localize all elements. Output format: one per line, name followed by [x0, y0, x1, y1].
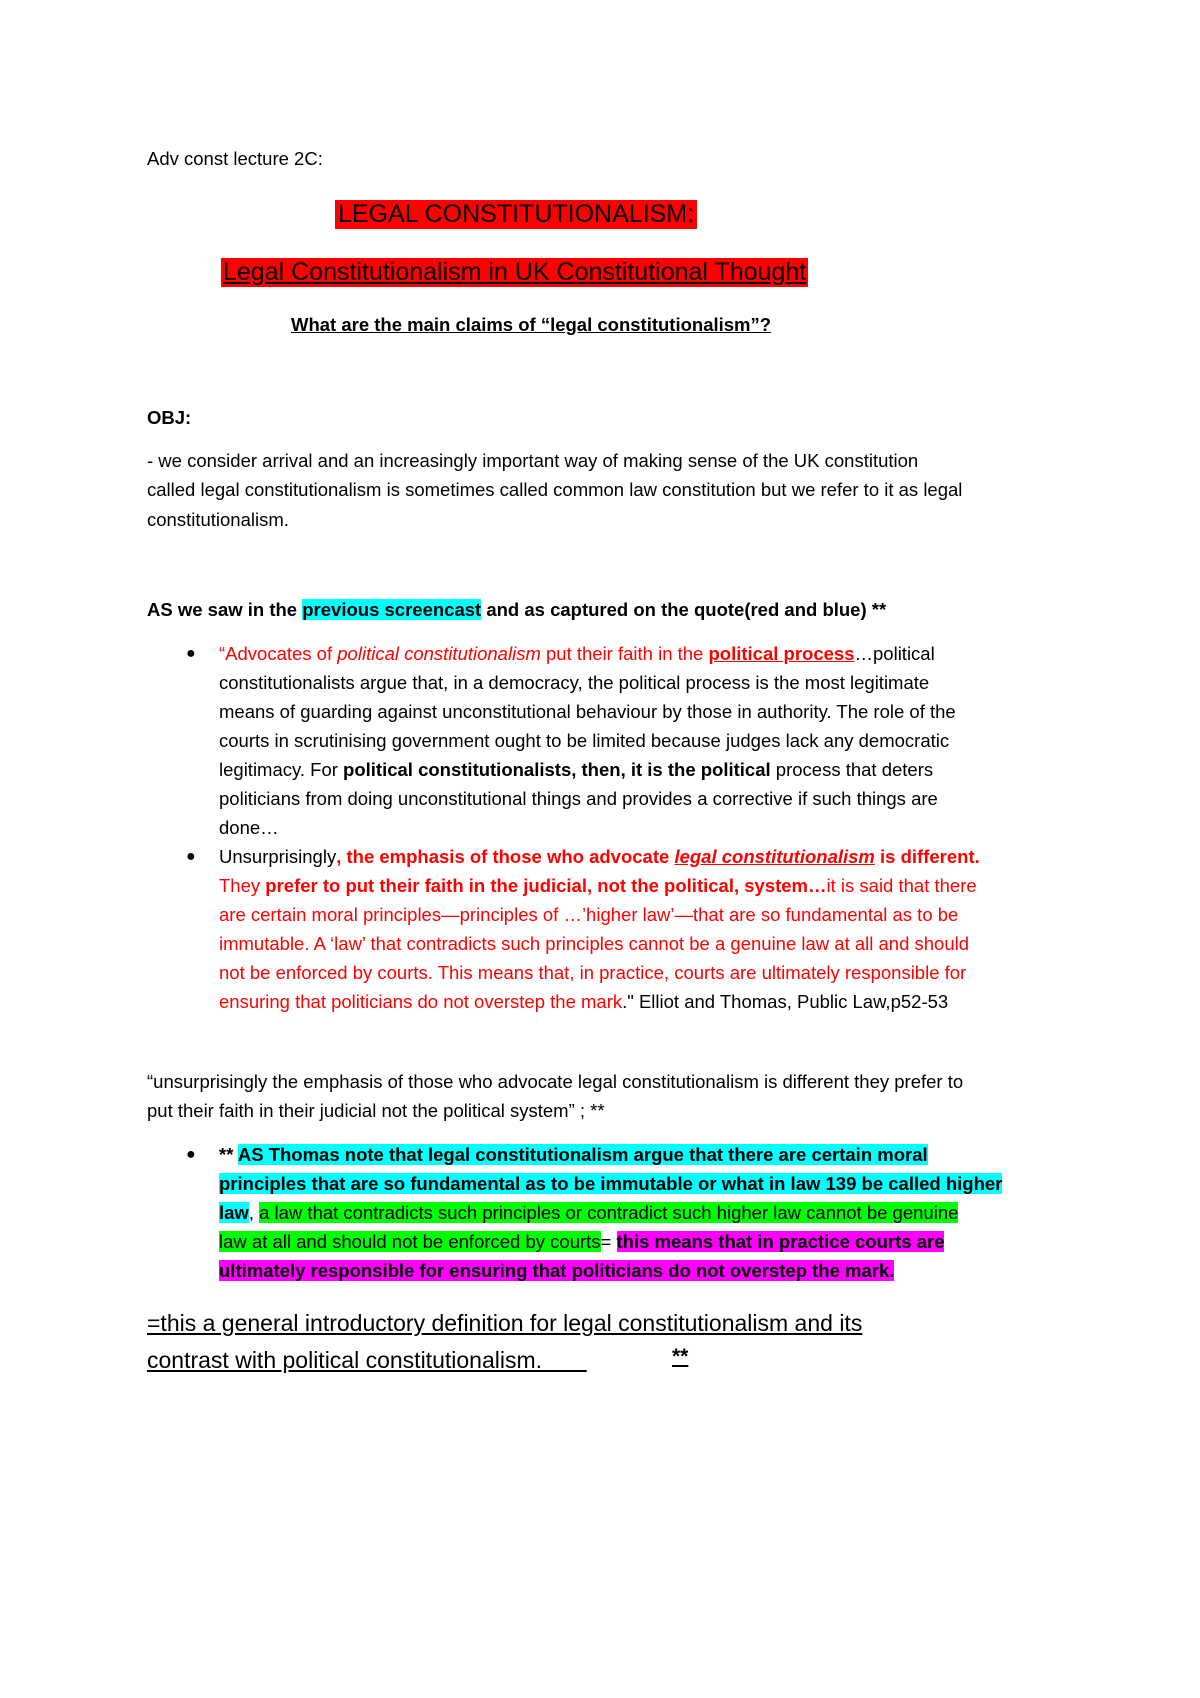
bullet-icon: ●: [186, 645, 196, 662]
quote1-text: put their faith in the: [540, 643, 709, 664]
obj-line-1: - we consider arrival and an increasingly important way of making sense of the UK constitution: [147, 450, 919, 471]
main-title: LEGAL CONSTITUTIONALISM:: [335, 200, 697, 229]
obj-line-2: called legal constitutionalism is sometimes called common law constitution but we refer to it as legal: [147, 479, 963, 500]
screencast-line: [147, 599, 886, 621]
quote2-text: it is said that there: [826, 875, 977, 896]
thomas-line-4: [219, 1231, 944, 1253]
citation: ." Elliot and Thomas, Public Law,p52-53: [622, 991, 949, 1012]
paraphrase-line-2: put their faith in their judicial not the political system” ; **: [147, 1100, 605, 1121]
quote1-text: …political: [854, 643, 935, 664]
bullet-icon: ●: [186, 848, 196, 865]
screencast-post: and as captured on the quote(red and blue) **: [481, 599, 887, 620]
thomas-highlight-cyan: principles that are so fundamental as to be immutable or what in law 139 be called higher: [219, 1173, 1003, 1194]
thomas-highlight-green: a law that contradicts such principles or contradict such higher law cannot be genuine: [259, 1202, 959, 1223]
thomas-line-5: [219, 1260, 894, 1282]
quote1-line-7: done…: [219, 817, 279, 838]
thomas-highlight-magenta: ultimately responsible for ensuring that politicians do not overstep the mark.: [219, 1260, 895, 1281]
quote2-term: legal constitutionalism: [674, 846, 875, 867]
quote2-text: ensuring that politicians do not overstep the mark: [219, 991, 623, 1012]
quote1-term: political constitutionalism: [337, 643, 541, 664]
quote2-line-5: not be enforced by courts. This means that, in practice, courts are ultimately responsible for: [219, 962, 967, 983]
thomas-line-2: [219, 1173, 1002, 1195]
screencast-highlight: previous screencast: [302, 599, 482, 620]
quote1-line-1: [219, 643, 935, 665]
thomas-text: ,: [248, 1202, 260, 1223]
thomas-stars: **: [219, 1144, 238, 1165]
quote2-text: Unsurprisingly: [219, 846, 337, 867]
quote1-text: legitimacy. For: [219, 759, 344, 780]
obj-line-3: constitutionalism.: [147, 509, 289, 530]
quote1-line-4: courts in scrutinising government ought to be limited because judges lack any democratic: [219, 730, 950, 751]
quote1-line-6: politicians from doing unconstitutional things and provides a corrective if such things are: [219, 788, 938, 809]
quote1-emphasis: political process: [708, 643, 855, 664]
conclusion-text: contrast with political constitutionalism.: [147, 1347, 587, 1373]
thomas-highlight-cyan: AS Thomas note that legal constitutionalism argue that there are certain moral: [237, 1144, 928, 1165]
conclusion-stars: **: [672, 1345, 689, 1368]
quote2-line-1: [219, 846, 980, 868]
quote1-text: “Advocates of: [219, 643, 338, 664]
quote2-line-4: immutable. A ‘law’ that contradicts such principles cannot be a genuine law at all and should: [219, 933, 970, 954]
thomas-line-3: [219, 1202, 958, 1224]
quote1-line-2: constitutionalists argue that, in a democracy, the political process is the most legitimate: [219, 672, 930, 693]
quote2-line-2: [219, 875, 977, 897]
conclusion-line-1: =this a general introductory definition for legal constitutionalism and its: [147, 1310, 863, 1336]
paraphrase-line-1: “unsurprisingly the emphasis of those who advocate legal constitutionalism is different they prefer to: [147, 1071, 964, 1092]
obj-label: OBJ:: [147, 407, 192, 428]
quote2-bold: prefer to put their faith in the judicial, not the political, system…: [265, 875, 827, 896]
quote1-line-3: means of guarding against unconstitutional behaviour by those in authority. The role of the: [219, 701, 956, 722]
quote1-line-5: [219, 759, 933, 781]
quote2-bold: is different.: [874, 846, 980, 867]
main-question: What are the main claims of “legal constitutionalism”?: [291, 314, 772, 335]
thomas-highlight-magenta: this means that in practice courts are: [616, 1231, 945, 1252]
quote2-bold: , the emphasis of those who advocate: [336, 846, 675, 867]
lecture-header: Adv const lecture 2C:: [147, 148, 323, 169]
quote1-text: process that deters: [770, 759, 934, 780]
quote2-line-3: are certain moral principles—principles of …’higher law’—that are so fundamental as to be: [219, 904, 959, 925]
thomas-text: =: [600, 1231, 617, 1252]
thomas-line-1: [219, 1144, 928, 1166]
thomas-highlight-green: law at all and should not be enforced by courts: [219, 1231, 601, 1252]
bullet-icon: ●: [186, 1146, 196, 1163]
conclusion-line-2: [147, 1347, 587, 1374]
quote1-bold: political constitutionalists, then, it is the political: [343, 759, 771, 780]
quote2-line-6: [219, 991, 948, 1013]
thomas-highlight-cyan: law: [219, 1202, 249, 1223]
quote2-text: They: [219, 875, 266, 896]
subtitle: Legal Constitutionalism in UK Constitutional Thought: [223, 258, 807, 286]
screencast-pre: AS we saw in the: [147, 599, 303, 620]
